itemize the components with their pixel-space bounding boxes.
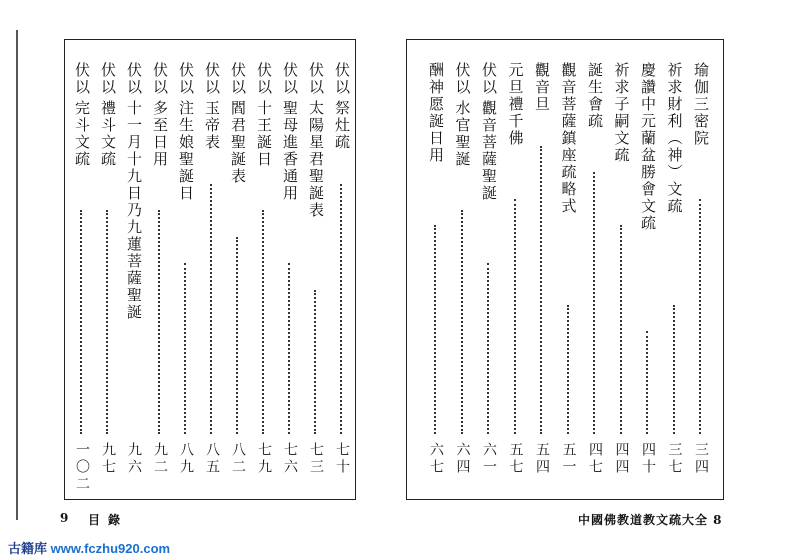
toc-entry xyxy=(636,62,660,494)
toc-entry-lead: 伏以 xyxy=(307,62,325,96)
toc-entry-lead: 伏以 xyxy=(480,62,498,96)
toc-entry-title: 太陽星君聖誕表 xyxy=(307,100,325,219)
toc-entry xyxy=(226,62,250,494)
toc-entry-page: 五一 xyxy=(560,442,577,476)
toc-entry-page: 九二 xyxy=(152,442,168,476)
toc-entry-title: 祈求財利（神）文疏 xyxy=(665,62,684,215)
toc-entry-title: 祈求子嗣文疏 xyxy=(612,62,631,164)
toc-leader-dots xyxy=(699,199,701,435)
toc-entry xyxy=(200,62,224,494)
toc-entry-page: 六四 xyxy=(454,442,471,476)
toc-entry xyxy=(278,62,302,494)
book-spine-edge xyxy=(16,30,18,520)
toc-entry xyxy=(477,62,501,494)
toc-entry xyxy=(663,62,687,494)
toc-entry xyxy=(504,62,528,494)
toc-entry-title: 祭灶疏 xyxy=(333,100,351,151)
toc-entry-title: 十一月十九日乃九蓮菩薩聖誕 xyxy=(125,100,143,321)
toc-entry xyxy=(610,62,634,494)
toc-entry xyxy=(252,62,276,494)
toc-entry-page: 四十 xyxy=(640,442,656,476)
toc-leader-dots xyxy=(288,263,290,434)
toc-entry-title: 元旦禮千佛 xyxy=(506,62,525,147)
toc-entry-page: 五七 xyxy=(507,442,524,476)
toc-entry-title: 觀音旦 xyxy=(533,62,551,113)
toc-entry-page: 七十 xyxy=(334,442,350,476)
toc-entry-page: 八九 xyxy=(178,442,194,476)
toc-entry xyxy=(424,62,448,494)
toc-entry-page: 五四 xyxy=(534,442,550,476)
toc-entry-page: 六一 xyxy=(481,442,497,476)
toc-entry-page: 九六 xyxy=(126,442,142,476)
toc-leader-dots xyxy=(434,225,436,434)
toc-leader-dots xyxy=(620,225,622,434)
toc-entry xyxy=(96,62,120,494)
toc-entry xyxy=(70,62,94,494)
toc-entry-lead: 伏以 xyxy=(99,62,117,96)
toc-entry-title: 瑜伽三密院 xyxy=(692,62,710,147)
toc-entry-title: 誕生會疏 xyxy=(586,62,604,130)
toc-entry-title: 酬神愿誕日用 xyxy=(427,62,445,164)
toc-leader-dots xyxy=(314,290,316,435)
toc-entry-lead: 伏以 xyxy=(177,62,195,96)
toc-entry-page: 四七 xyxy=(587,442,603,476)
toc-entry xyxy=(330,62,354,494)
toc-entry-title: 注生娘聖誕日 xyxy=(177,100,195,202)
toc-entry-lead: 伏以 xyxy=(229,62,247,96)
toc-entry-page: 七九 xyxy=(256,442,272,476)
toc-entry xyxy=(148,62,172,494)
toc-entry-page: 九七 xyxy=(100,442,116,476)
toc-entry-page: 四四 xyxy=(613,442,630,476)
toc-leader-dots xyxy=(593,172,595,434)
toc-entry-title: 玉帝表 xyxy=(203,100,221,151)
toc-leader-dots xyxy=(514,199,516,435)
left-page-header-title: 目錄 xyxy=(88,513,129,527)
toc-entry xyxy=(557,62,581,494)
toc-entry-title: 閻君聖誕表 xyxy=(229,100,247,185)
toc-entry-title: 慶讚中元蘭盆勝會文疏 xyxy=(639,62,657,232)
toc-entry-page: 一〇二 xyxy=(74,442,90,493)
toc-entry-lead: 伏以 xyxy=(73,62,91,96)
toc-entry xyxy=(530,62,554,494)
toc-leader-dots xyxy=(646,331,648,434)
toc-leader-dots xyxy=(184,263,186,434)
toc-entry xyxy=(304,62,328,494)
watermark-url: www.fczhu920.com xyxy=(50,541,171,556)
toc-leader-dots xyxy=(673,305,675,435)
toc-entry-title: 十王誕日 xyxy=(255,100,273,168)
toc-entry-lead: 伏以 xyxy=(151,62,169,96)
toc-entry-page: 七三 xyxy=(308,442,324,476)
toc-leader-dots xyxy=(210,184,212,435)
toc-leader-dots xyxy=(487,263,489,434)
toc-entry-lead: 伏以 xyxy=(203,62,221,96)
right-page-footer: 中國佛教道教文疏大全 8 xyxy=(578,513,723,527)
toc-entry-lead: 伏以 xyxy=(281,62,299,96)
toc-leader-dots xyxy=(158,210,160,434)
toc-entry-title: 完斗文疏 xyxy=(73,100,91,168)
toc-entry-page: 七六 xyxy=(282,442,298,476)
toc-entry-page: 三四 xyxy=(693,442,709,476)
toc-entry-page: 三七 xyxy=(666,442,683,476)
toc-entry-title: 觀音菩薩聖誕 xyxy=(480,100,498,202)
toc-entry-lead: 伏以 xyxy=(125,62,143,96)
toc-entry xyxy=(174,62,198,494)
toc-entry-title: 水官聖誕 xyxy=(453,100,472,168)
toc-entry xyxy=(451,62,475,494)
toc-entry-page: 八五 xyxy=(204,442,220,476)
toc-leader-dots xyxy=(236,237,238,435)
watermark-site-name: 古籍库 xyxy=(8,541,48,556)
toc-leader-dots xyxy=(461,210,463,434)
toc-leader-dots xyxy=(567,305,569,435)
toc-entry-lead: 伏以 xyxy=(255,62,273,96)
toc-leader-dots xyxy=(80,210,82,434)
toc-entry-page: 六七 xyxy=(428,442,444,476)
left-page-number: 9 xyxy=(60,511,69,525)
toc-entry xyxy=(122,62,146,494)
toc-entry-title: 觀音菩薩鎮座疏略式 xyxy=(559,62,578,215)
toc-entry-title: 多至日用 xyxy=(151,100,169,168)
toc-entry xyxy=(689,62,713,494)
toc-leader-dots xyxy=(262,210,264,434)
toc-leader-dots xyxy=(340,184,342,435)
toc-entry-title: 禮斗文疏 xyxy=(99,100,117,168)
toc-leader-dots xyxy=(106,210,108,434)
toc-entry-page: 八二 xyxy=(230,442,246,476)
toc-entry-lead: 伏以 xyxy=(453,62,472,96)
toc-entry-lead: 伏以 xyxy=(333,62,351,96)
toc-entry-title: 聖母進香通用 xyxy=(281,100,299,202)
site-watermark xyxy=(8,538,170,557)
toc-leader-dots xyxy=(540,146,542,435)
toc-entry xyxy=(583,62,607,494)
